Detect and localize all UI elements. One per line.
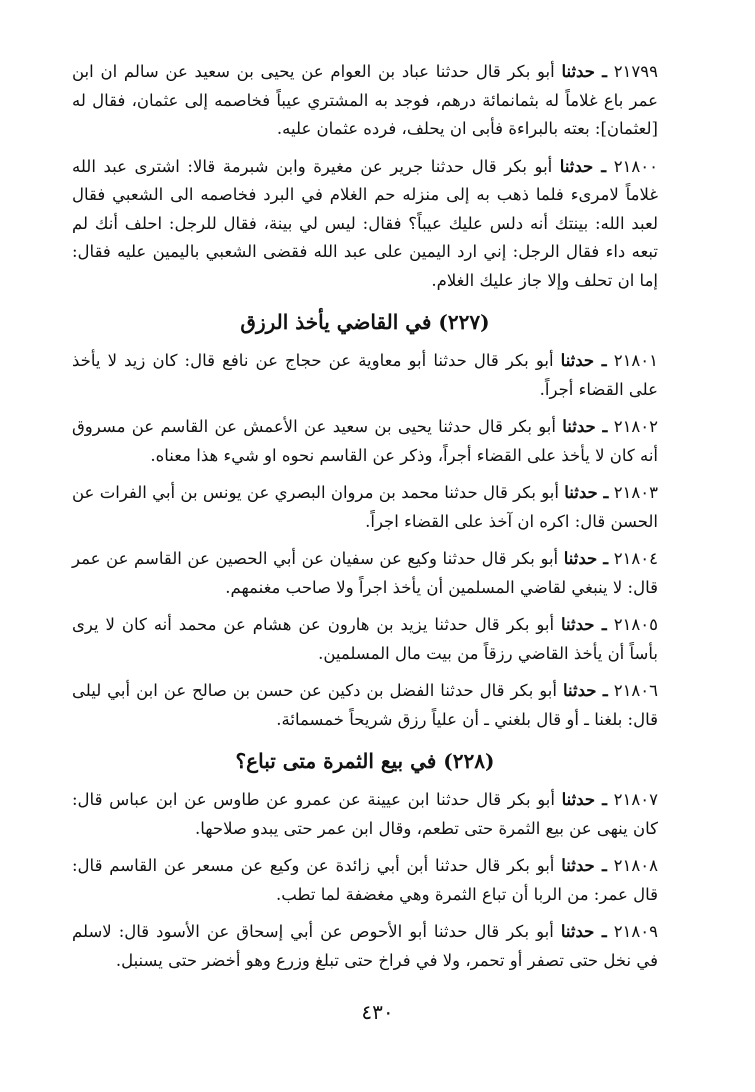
entry-lead: ـ حدثنا — [560, 351, 607, 370]
entry-number: ٢١٧٩٩ — [613, 62, 658, 81]
entry-lead: ـ حدثنا — [561, 615, 607, 634]
entry-number: ٢١٨٠٠ — [613, 156, 658, 176]
hadith-entry — [72, 611, 658, 668]
entry-text: أبو بكر قال حدثنا أبو معاوية عن حجاج عن نافع قال: كان زيد لا يأخذ على القضاء أجراً. — [72, 351, 658, 399]
hadith-entry — [72, 58, 658, 144]
page-number: ٤٣٠ — [361, 1000, 394, 1024]
hadith-entry — [72, 786, 658, 843]
hadith-entry — [72, 852, 658, 909]
entry-lead: ـ حدثنا — [564, 483, 609, 502]
entry-number: ٢١٨٠٢ — [613, 417, 659, 436]
entry-lead: ـ حدثنا — [562, 417, 608, 436]
entry-text: أبو بكر قال حدثنا وكيع عن سفيان عن أبي الحصين عن القاسم عن عمر قال: لا ينبغي لقاضي المسلمين أن يأخذ اجراً ولا صاحب مغنمهم. — [72, 549, 658, 597]
entry-text: أبو بكر قال حدثنا عباد بن العوام عن يحيى بن سعيد عن سالم ان ابن عمر باع غلاماً له بثمانمائة درهم، فوجد به المشتري عيباً فخاصمه إلى عثمان، فقال له [لعثمان]: بعته بالبراءة فأبى ان يحلف، فرده عثمان عليه. — [72, 62, 658, 138]
entry-number: ٢١٨٠١ — [613, 351, 659, 370]
entry-number: ٢١٨٠٧ — [613, 790, 658, 809]
hadith-entry — [72, 479, 658, 536]
entry-lead: ـ حدثنا — [561, 856, 607, 875]
page-body — [72, 58, 658, 984]
entry-number: ٢١٨٠٣ — [613, 483, 658, 502]
hadith-entry — [72, 545, 658, 602]
entry-lead: ـ حدثنا — [562, 681, 608, 700]
entry-text: أبو بكر قال حدثنا أبن أبي زائدة عن وكيع عن مسعر عن القاسم قال: قال عمر: من الربا أن تباع الثمرة وهي مغضفة لما تطب. — [72, 856, 658, 904]
hadith-entry — [72, 413, 658, 470]
hadith-entry — [72, 153, 658, 296]
entry-text: أبو بكر قال حدثنا الفضل بن دكين عن حسن بن صالح عن ابن أبي ليلى قال: بلغنا ـ أو قال بلغني ـ أن علياً رزق شريحاً خمسمائة. — [72, 681, 658, 729]
entry-lead: ـ حدثنا — [559, 156, 607, 176]
entry-text: أبو بكر قال حدثنا محمد بن مروان البصري عن يونس بن أبي الفرات عن الحسن قال: اكره ان آخذ على القضاء اجراً. — [72, 483, 658, 531]
entry-lead: ـ حدثنا — [561, 790, 608, 809]
entry-text: أبو بكر قال حدثنا يحيى بن سعيد عن الأعمش عن القاسم عن مسروق أنه كان لا يأخذ على القضاء أجراً، وذكر عن القاسم نحوه او شيء هذا معناه. — [72, 417, 658, 465]
entry-number: ٢١٨٠٥ — [613, 615, 658, 634]
hadith-entry — [72, 918, 658, 975]
entry-text: أبو بكر قال حدثنا ابن عيينة عن عمرو عن طاوس عن ابن عباس قال: كان ينهى عن بيع الثمرة حتى تطعم، وقال ابن عمر حتى يبدو صلاحها. — [72, 790, 658, 838]
entry-text: أبو بكر قال حدثنا يزيد بن هارون عن هشام عن محمد أنه كان لا يرى بأساً أن يأخذ القاضي رزقاً من بيت مال المسلمين. — [72, 615, 658, 663]
entry-lead: ـ حدثنا — [561, 62, 607, 81]
hadith-entry — [72, 677, 658, 734]
entry-number: ٢١٨٠٨ — [613, 856, 658, 875]
entry-text: أبو بكر قال حدثنا جرير عن مغيرة وابن شبرمة قالا: اشترى عبد الله غلاماً لامرىء فلما ذهب به إلى منزله حم الغلام في البرد فخاصمه الى الشعبي فقال لعبد الله: بينتك أنه دلس عليك عيباً؟ فقال: ليس لي بينة، فقال للرجل: احلف أنك لم تبعه داء فقال الرجل: إني ارد اليمين على عبد الله فقضى الشعبي باليمين عليه فقال: إما ان تحلف وإلا جاز عليك الغلام. — [72, 156, 658, 290]
entry-number: ٢١٨٠٩ — [613, 922, 658, 941]
section-heading: (٢٢٨) في بيع الثمرة متى تباع؟ — [235, 749, 495, 773]
entry-text: أبو بكر قال حدثنا أبو الأحوص عن أبي إسحاق عن الأسود قال: لاسلم في نخل حتى تصفر أو تحمر، ولا في فراخ حتى تبلغ وزرع وهو أخضر حتى يسنبل. — [72, 922, 658, 970]
hadith-entry — [72, 347, 658, 404]
entry-number: ٢١٨٠٤ — [613, 549, 658, 568]
entry-number: ٢١٨٠٦ — [613, 681, 659, 700]
section-heading: (٢٢٧) في القاضي يأخذ الرزق — [240, 310, 490, 334]
entry-lead: ـ حدثنا — [560, 922, 607, 941]
entry-lead: ـ حدثنا — [563, 549, 609, 568]
